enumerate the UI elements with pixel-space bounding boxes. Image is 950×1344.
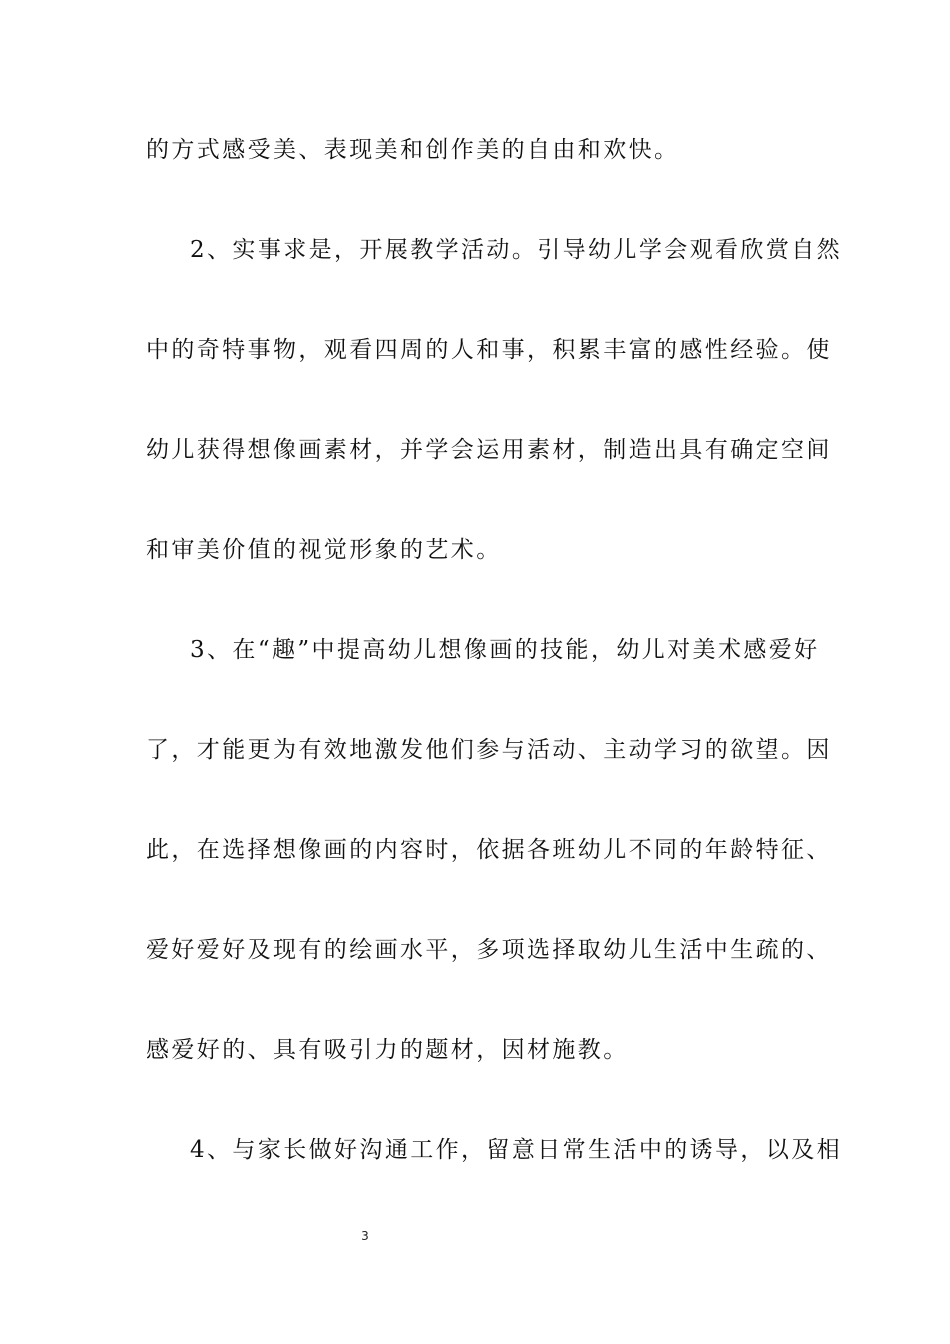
page-number: 3 xyxy=(361,1229,369,1243)
text-line: 中的奇特事物，观看四周的人和事，积累丰富的感性经验。使 xyxy=(146,337,832,363)
text-line: 2、实事求是，开展教学活动。引导幼儿学会观看欣赏自然 xyxy=(190,237,843,263)
text-line: 此，在选择想像画的内容时，依据各班幼儿不同的年龄特征、 xyxy=(146,837,832,863)
text-line: 幼儿获得想像画素材，并学会运用素材，制造出具有确定空间 xyxy=(146,437,832,463)
text-line: 感爱好的、具有吸引力的题材，因材施教。 xyxy=(146,1037,629,1063)
text-line: 爱好爱好及现有的绘画水平，多项选择取幼儿生活中生疏的、 xyxy=(146,937,832,963)
text-line: 和审美价值的视觉形象的艺术。 xyxy=(146,537,502,563)
text-line: 的方式感受美、表现美和创作美的自由和欢快。 xyxy=(146,137,680,163)
text-line: 3、在“趣”中提高幼儿想像画的技能，幼儿对美术感爱好 xyxy=(190,637,820,663)
text-line: 4、与家长做好沟通工作，留意日常生活中的诱导，以及相 xyxy=(190,1137,843,1163)
text-line: 了，才能更为有效地激发他们参与活动、主动学习的欲望。因 xyxy=(146,737,832,763)
